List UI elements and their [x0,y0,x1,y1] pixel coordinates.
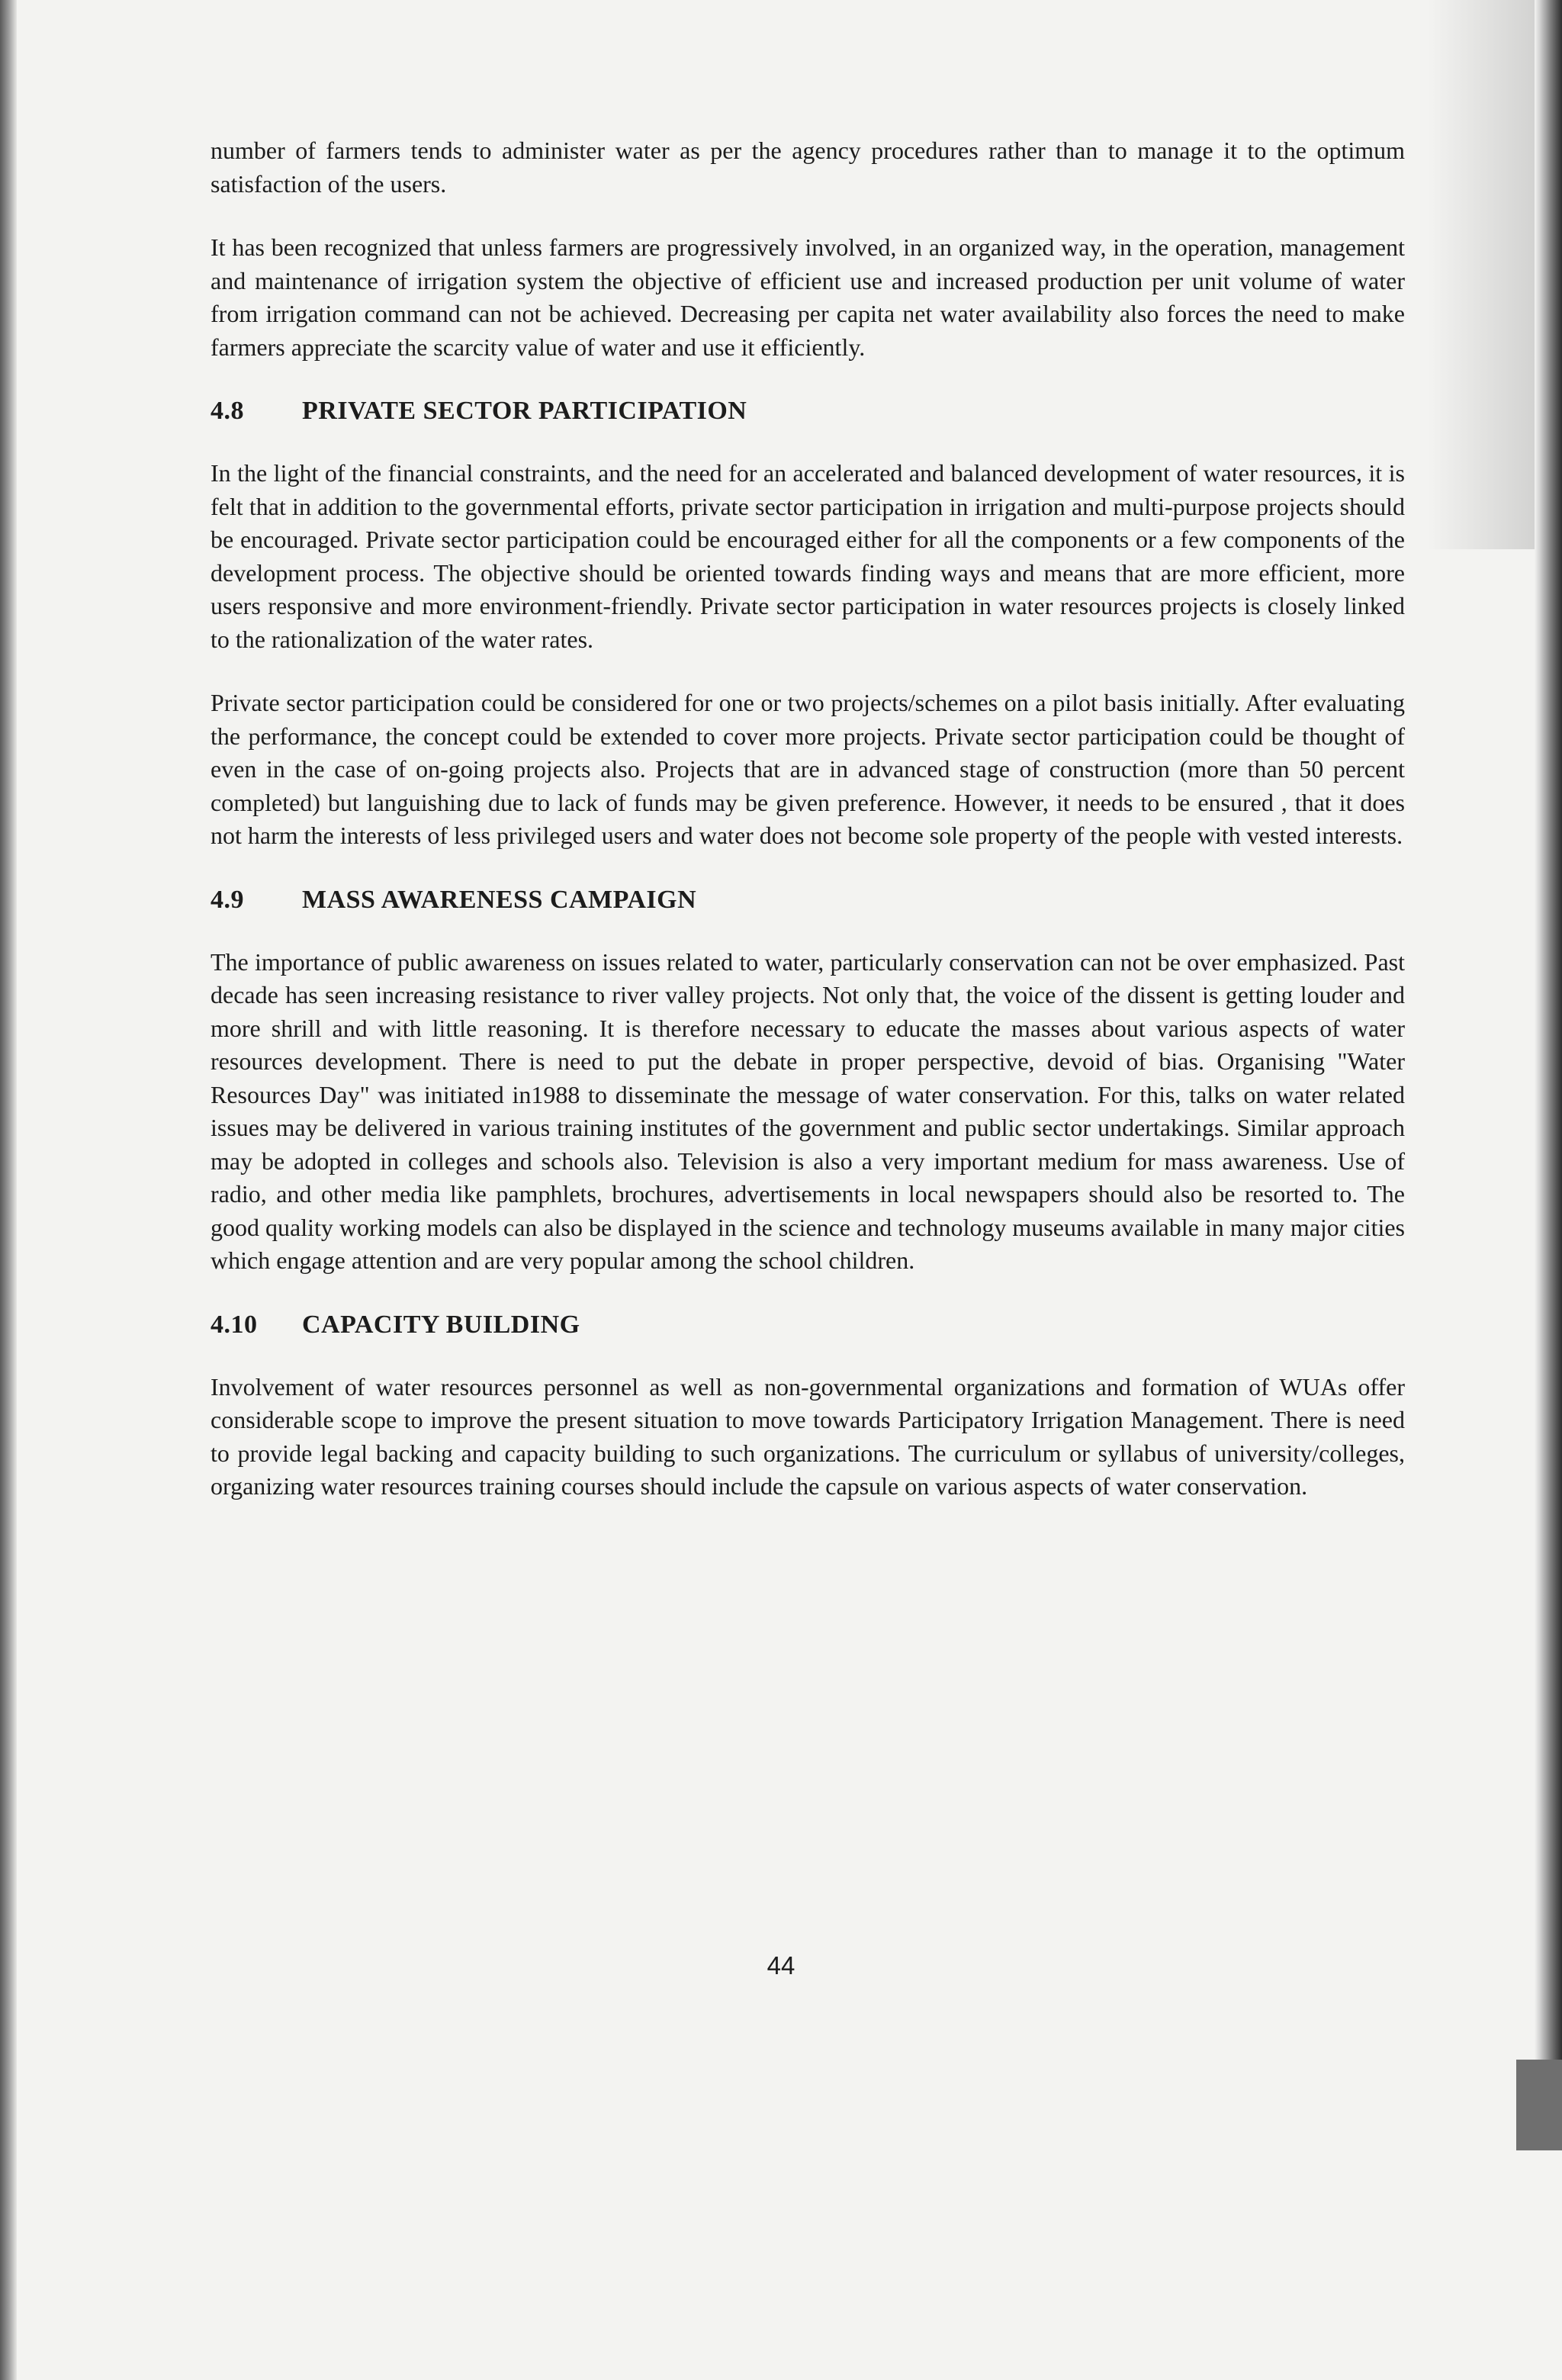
scan-shadow [1428,0,1535,549]
paragraph: Involvement of water resources personnel as well as non-governmental organizations and formation of WUAs offer considerable scope to improve the present situation to move towards Participatory Irrigation Management. There is need to provide legal backing and capacity building to such organizations. The curriculum or syllabus of university/colleges, organizing water resources training courses should include the capsule on various aspects of water conservation. [211,1372,1405,1500]
section-title: MASS AWARENESS CAMPAIGN [302,885,697,914]
document-body [211,134,1405,1534]
section-title: CAPACITY BUILDING [302,1310,580,1339]
section-heading [211,883,1405,917]
section-number: 4.9 [211,885,244,914]
section-heading [211,1308,1405,1342]
scan-edge-left [0,0,17,2380]
paragraph: It has been recognized that unless farmers are progressively involved, in an organized way, in the operation, management and maintenance of irrigation system the objective of efficient use and increased production per unit volume of water from irrigation command can not be achieved. Decreasing per capita net water availability also forces the need to make farmers appreciate the scarcity value of water and use it efficiently. [211,233,1405,361]
page-number: 44 [767,1951,795,1980]
section-number: 4.10 [211,1310,258,1339]
paragraph: The importance of public awareness on issues related to water, particularly conservation can not be over emphasized. Past decade has seen increasing resistance to river valley projects. Not only that, the voice of the dissent is getting louder and more shrill and with little reasoning. It is therefore necessary to educate the masses about various aspects of water resources development. There is need to put the debate in proper perspective, devoid of bias. Organising "Water Resources Day" was initiated in1988 to disseminate the message of water conservation. For this, talks on water related issues may be delivered in various training institutes of the government and public sector undertakings. Similar approach may be adopted in colleges and schools also. Television is also a very important medium for mass awareness. Use of radio, and other media like pamphlets, brochures, advertisements in local newspapers should also be resorted to. The good quality working models can also be displayed in the science and technology museums available in many major cities which engage attention and are very popular among the school children. [211,947,1405,1274]
section-title: PRIVATE SECTOR PARTICIPATION [302,397,747,425]
section-heading [211,394,1405,428]
paragraph: Private sector participation could be considered for one or two projects/schemes on a pilot basis initially. After evaluating the performance, the concept could be extended to cover more projects. Private sector participation could be thought of even in the case of on-going projects also. Projects that are in advanced stage of construction (more than 50 percent completed) but languishing due to lack of funds may be given preference. However, it needs to be ensured , that it does not harm the interests of less privileged users and water does not become sole property of the people with vested interests. [211,689,1405,849]
paragraph: In the light of the financial constraints, and the need for an accelerated and balanced development of water resources, it is felt that in addition to the governmental efforts, private sector participation in irrigation and multi-purpose projects should be encouraged. Private sector participation could be encouraged either for all the components or a few components of the development process. The objective should be oriented towards finding ways and means that are more efficient, more users responsive and more environment-friendly. Private sector participation in water resources projects is closely linked to the rationalization of the water rates. [211,459,1405,653]
scan-corner [1516,2060,1562,2150]
section-number: 4.8 [211,397,244,425]
scan-edge-right [1535,0,1562,2150]
paragraph: number of farmers tends to administer water as per the agency procedures rather than to manage it to the optimum satisfaction of the users. [211,137,1405,198]
